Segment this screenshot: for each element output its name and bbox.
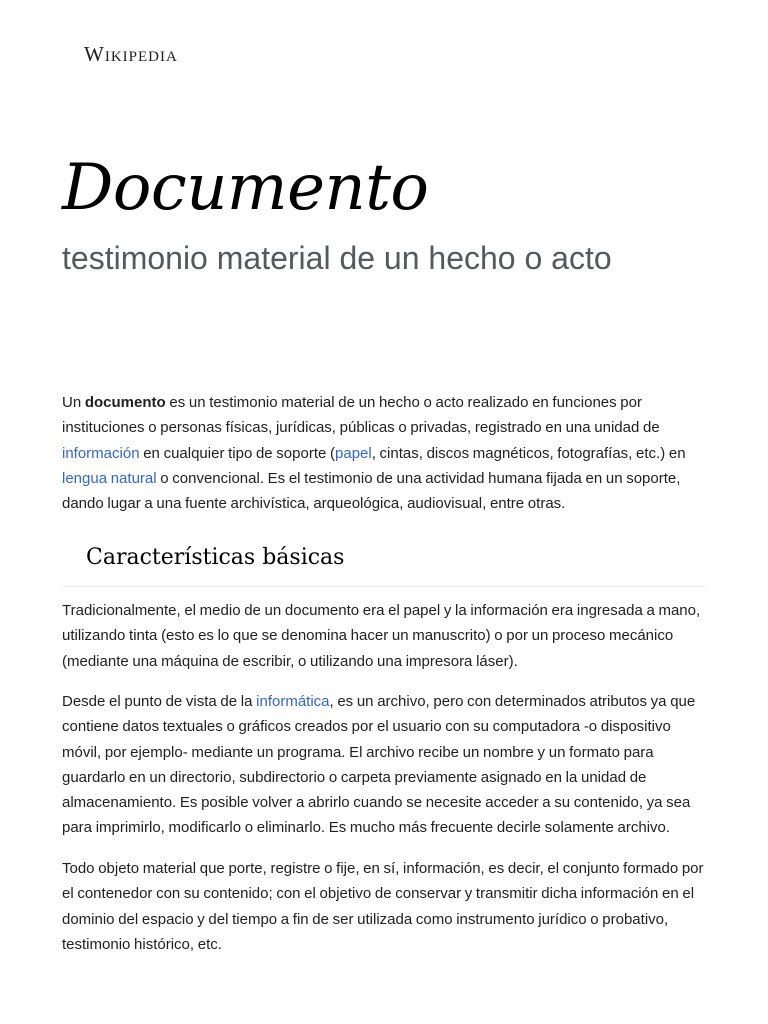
section-divider [62, 586, 706, 587]
link-lengua-natural[interactable]: lengua natural [62, 469, 157, 487]
intro-text-2: es un testimonio material de un hecho o acto realizado en funciones por instituciones o personas físicas, jurídicas, públicas o privadas, registrado en una unidad de [62, 394, 660, 437]
intro-text-1: Un [62, 394, 85, 411]
section-paragraph-2 [62, 689, 706, 841]
section-paragraph-1: Tradicionalmente, el medio de un documento era el papel y la información era ingresada a mano, utilizando tinta (esto es lo que se denomina hacer un manuscrito) o por un proceso mecánico (mediante una máquina de escribir, o utilizando una impresora láser). [62, 602, 701, 670]
link-papel[interactable]: papel [335, 444, 372, 462]
intro-bold-term: documento [84, 394, 166, 411]
wikipedia-wordmark[interactable]: Wikipedia [84, 42, 178, 66]
p2-text-2: , es un archivo, pero con determinados atributos ya que contiene datos textuales o gráficos creados por el usuario con su computadora -o dispositivo móvil, por ejemplo- mediante un programa. El archivo recibe un nombre y un formato para guardarlo en un directorio, subdirectorio o carpeta previamente asignado en la unidad de almacenamiento. Es posible volver a abrirlo cuando se necesite acceder a su contenido, ya sea para imprimirlo, modificarlo o eliminarlo. Es mucho más frecuente decirle solamente archivo. [62, 693, 696, 837]
link-informatica[interactable]: informática [256, 693, 330, 710]
link-informacion[interactable]: información [62, 444, 140, 462]
page-subtitle: testimonio material de un hecho o acto [62, 240, 612, 276]
intro-text-5: o convencional. Es el testimonio de una actividad humana fijada en un soporte, dando lugar a una fuente archivística, arqueológica, audiovisual, entre otras. [62, 469, 681, 513]
intro-text-3: en cualquier tipo de soporte ( [139, 444, 336, 462]
section-paragraph-3: Todo objeto material que porte, registre o fije, en sí, información, es decir, el conjunto formado por el contenedor con su contenido; con el objetivo de conservar y transmitir dicha información en el dominio del espacio y del tiempo a fin de ser utilizada como instrumento jurídico o probativo, testimonio histórico, etc. [62, 860, 704, 953]
section-heading[interactable]: Características básicas [86, 545, 345, 570]
intro-paragraph [62, 390, 706, 516]
page-title: Documento [62, 151, 429, 225]
p2-text-1: Desde el punto de vista de la [62, 693, 257, 710]
intro-text-4: , cintas, discos magnéticos, fotografías, etc.) en [371, 444, 686, 462]
